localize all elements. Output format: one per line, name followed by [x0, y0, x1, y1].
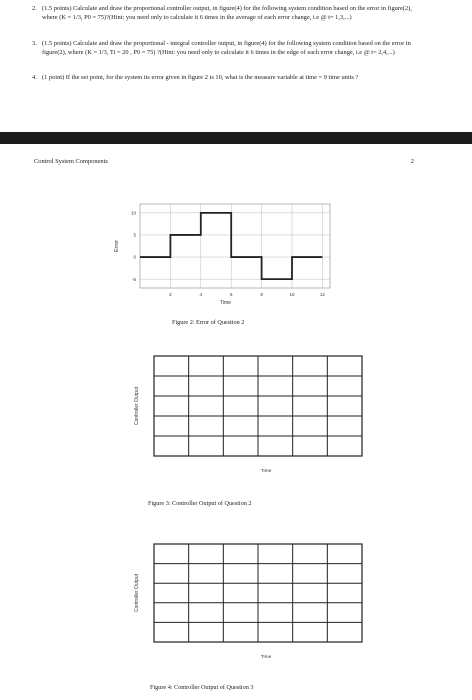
y-tick-label: 5: [133, 232, 136, 238]
y-tick-label: 10: [130, 210, 136, 216]
question-text: (1 point) If the set point, for the system its error given in figure 2 is 10, what is the measure variable at time = 9 time units ?: [42, 74, 359, 81]
question-text: (1.5 points) Calculate and draw the proportional - integral controller output, in figure(4) for the following system condition based on the error in figure(2), where (K = 1/3, Ti = 20 , P0 = 75) ?(Hint: you need only to calculate it 6 times in the edge of each error change, i.e @ t= 2,4,...): [42, 40, 411, 56]
y-tick-label: 0: [133, 254, 136, 260]
question-number: 2.: [32, 5, 37, 12]
x-tick-label: 12: [319, 292, 325, 297]
grid-x-axis-label: Time: [260, 469, 272, 474]
x-tick-label: 2: [169, 292, 172, 297]
question-number: 3.: [32, 40, 37, 47]
x-tick-label: 6: [229, 292, 233, 297]
figure-3-caption: Figure 3: Controller Output of Question 2: [148, 500, 252, 507]
running-header: Control System Components: [34, 158, 108, 165]
page-divider: [0, 132, 472, 144]
x-tick-label: 10: [289, 292, 295, 297]
previous-page: [0, 0, 472, 132]
plot-frame: [140, 204, 330, 288]
x-tick-label: 4: [199, 292, 203, 297]
page-number: 2: [410, 158, 414, 165]
blank-grid-figure-3: [110, 350, 370, 480]
question-number: 4.: [32, 74, 37, 81]
grid-y-axis-label: Controller Output: [134, 573, 140, 613]
grid-x-axis-label: Time: [260, 655, 272, 660]
figure-4-caption: Figure 4: Controller Output of Question 3: [150, 684, 254, 691]
x-tick-label: 8: [260, 292, 263, 297]
current-page: [0, 144, 472, 700]
error-chart: [100, 198, 350, 308]
x-axis-label: Time: [220, 300, 231, 306]
y-axis-label: Error: [114, 239, 120, 253]
grid-y-axis-label: Controller Output: [134, 386, 140, 426]
blank-grid-figure-4: [110, 538, 370, 666]
question-text: (1.5 points) Calculate and draw the proportional controller output, in figure(4) for the following system condition based on the error in figure(2), where (K = 1/3, P0 = 75)?(Hint: you need only to calculate it 6 times in the average of each error change, i.e @ t= 1,3,...): [42, 5, 412, 21]
figure-2-caption: Figure 2: Error of Question 2: [172, 319, 245, 326]
chart-grid: [140, 204, 330, 288]
y-tick-label: -5: [131, 276, 136, 282]
